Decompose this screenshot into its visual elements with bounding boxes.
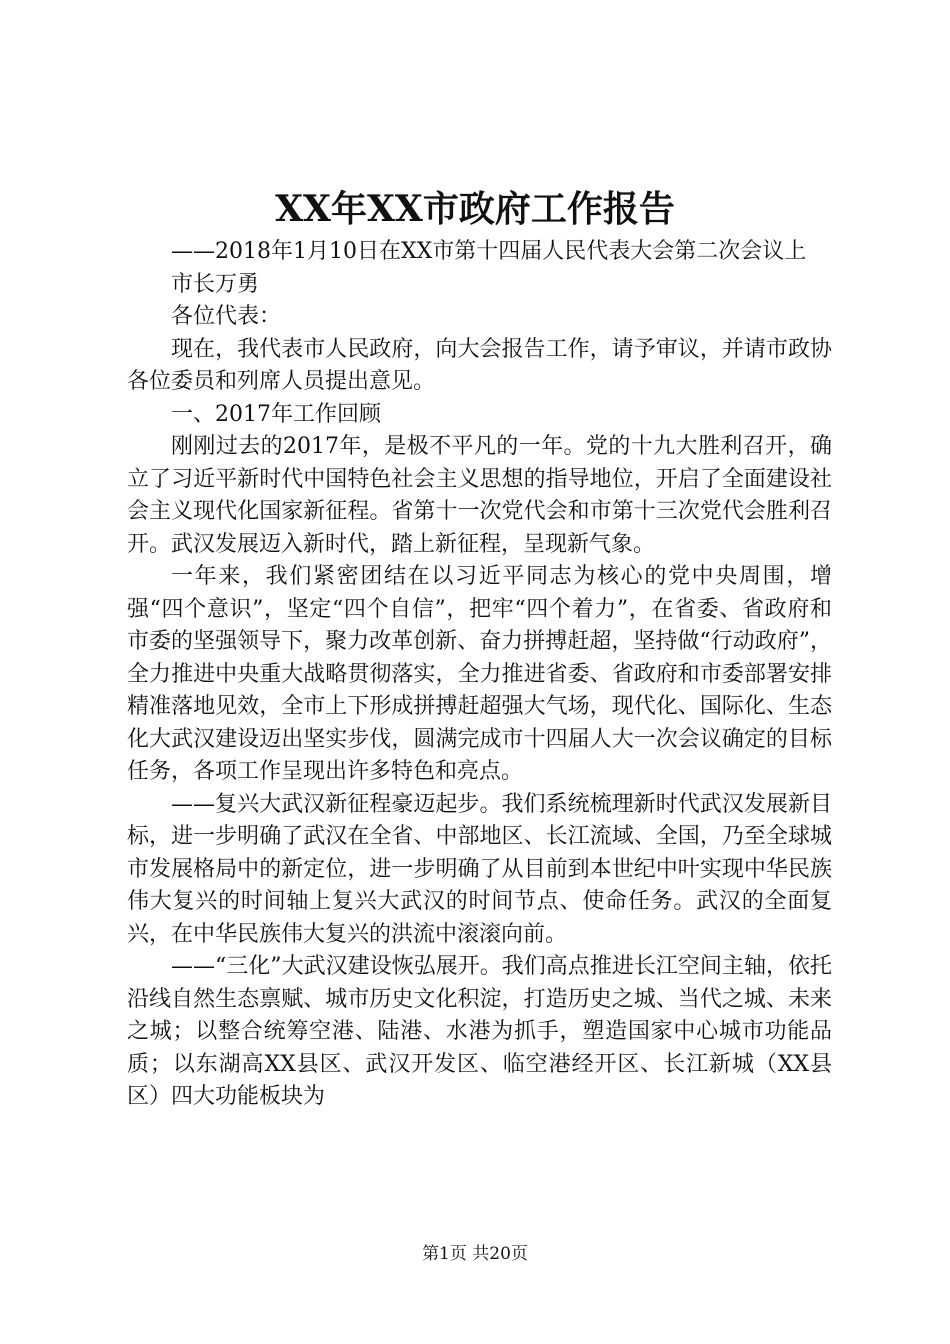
page-number-footer: 第1页 共20页 xyxy=(422,1244,528,1264)
body-paragraph: 现在，我代表市人民政府，向大会报告工作，请予审议，并请市政协各位委员和列席人员提出意见。 xyxy=(127,336,832,394)
body-paragraph: 刚刚过去的2017年，是极不平凡的一年。党的十九大胜利召开，确立了习近平新时代中国特色社会主义思想的指导地位，开启了全面建设社会主义现代化国家新征程。省第十一次党代会和市第十三次党代会胜利召开。武汉发展迈入新时代，踏上新征程，呈现新气象。 xyxy=(127,434,832,557)
body-paragraph: 一年来，我们紧密团结在以习近平同志为核心的党中央周围，增强“四个意识”，坚定“四个自信”，把牢“四个着力”，在省委、省政府和市委的坚强领导下，聚力改革创新、奋力拼搏赶超，坚持做“行动政府”，全力推进中央重大战略贯彻落实，全力推进省委、省政府和市委部署安排精准落地见效，全市上下形成拼搏赶超强大气场，现代化、国际化、生态化大武汉建设迈出坚实步伐，圆满完成市十四届人大一次会议确定的目标任务，各项工作呈现出许多特色和亮点。 xyxy=(127,564,832,784)
section-heading: 一、2017年工作回顾 xyxy=(171,401,381,427)
speaker-line: 市长万勇 xyxy=(171,271,260,297)
document-body xyxy=(127,236,832,1114)
body-paragraph: ——“三化”大武汉建设恢弘展开。我们高点推进长江空间主轴，依托沿线自然生态禀赋、城市历史文化积淀，打造历史之城、当代之城、未来之城；以整合统筹空港、陆港、水港为抓手，塑造国家中心城市功能品质；以东湖高XX县区、武汉开发区、临空港经开区、长江新城（XX县区）四大功能板块为 xyxy=(127,954,832,1109)
salutation-line: 各位代表： xyxy=(171,304,282,329)
document-title: XX年XX市政府工作报告 xyxy=(275,188,675,230)
subtitle-paragraph: ——2018年1月10日在XX市第十四届人民代表大会第二次会议上 xyxy=(171,239,807,264)
body-paragraph: ——复兴大武汉新征程豪迈起步。我们系统梳理新时代武汉发展新目标，进一步明确了武汉在全省、中部地区、长江流域、全国，乃至全球城市发展格局中的新定位，进一步明确了从目前到本世纪中叶实现中华民族伟大复兴的时间轴上复兴大武汉的时间节点、使命任务。武汉的全面复兴，在中华民族伟大复兴的洪流中滚滚向前。 xyxy=(127,791,832,947)
